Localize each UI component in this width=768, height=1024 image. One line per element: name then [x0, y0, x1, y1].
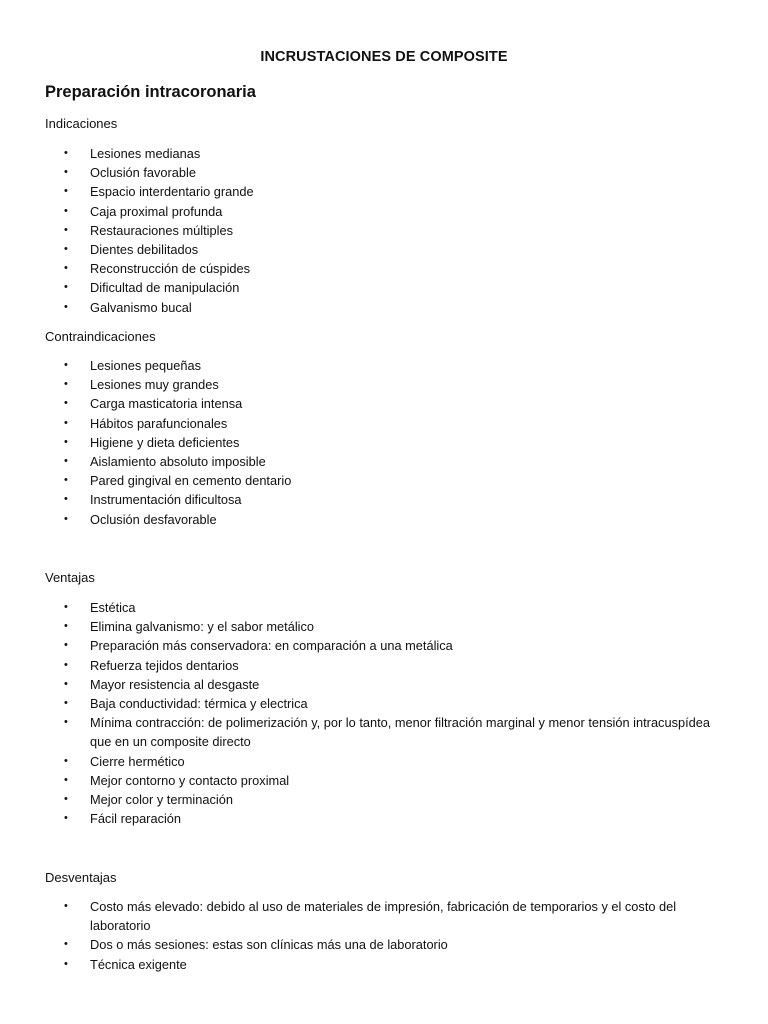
bullet-icon: •: [64, 812, 68, 825]
bullet-icon: •: [64, 185, 68, 198]
bullet-icon: •: [64, 243, 68, 256]
bullet-icon: •: [64, 300, 68, 313]
list-item: [0, 414, 768, 433]
list-item: [0, 163, 768, 182]
list-item: [0, 790, 768, 809]
list-item: [0, 182, 768, 201]
list-indicaciones: [0, 144, 768, 317]
list-item-text: Carga masticatoria intensa: [90, 396, 243, 412]
list-item: [0, 675, 768, 694]
list-item: [0, 278, 768, 297]
list-item-text: Mayor resistencia al desgaste: [90, 676, 260, 692]
bullet-icon: •: [64, 677, 68, 690]
list-item: [0, 809, 768, 828]
section-heading-indicaciones: Indicaciones: [45, 116, 118, 131]
bullet-icon: •: [64, 754, 68, 767]
list-item: [0, 259, 768, 278]
list-item-text: Fácil reparación: [90, 811, 182, 827]
list-item: [0, 394, 768, 413]
list-item: [0, 510, 768, 529]
list-item: [0, 955, 768, 974]
bullet-icon: •: [64, 147, 68, 159]
list-item-text: Caja proximal profunda: [90, 203, 223, 219]
list-item: [0, 636, 768, 655]
list-item-text: Cierre hermético: [90, 753, 185, 769]
section-heading-ventajas: Ventajas: [45, 570, 95, 585]
list-item-text: Dificultad de manipulación: [90, 280, 240, 296]
list-item: [0, 144, 768, 163]
list-item: [0, 202, 768, 221]
list-item-text: Dientes debilitados: [90, 242, 199, 258]
bullet-icon: •: [64, 697, 68, 710]
bullet-icon: •: [64, 620, 68, 633]
list-item: [0, 656, 768, 675]
bullet-icon: •: [64, 455, 68, 468]
list-item: [0, 375, 768, 394]
list-item-text: Oclusión desfavorable: [90, 511, 217, 527]
list-item-text: Higiene y dieta deficientes: [90, 434, 240, 450]
bullet-icon: •: [64, 262, 68, 275]
bullet-icon: •: [64, 359, 68, 371]
bullet-icon: •: [64, 435, 68, 448]
list-item: [0, 694, 768, 713]
bullet-icon: •: [64, 493, 68, 506]
list-item-text: Reconstrucción de cúspides: [90, 261, 251, 277]
bullet-icon: •: [64, 281, 68, 294]
bullet-icon: •: [64, 378, 68, 391]
bullet-icon: •: [64, 658, 68, 671]
list-item-text: Mínima contracción: de polimerización y, por lo tanto, menor filtración marginal y menor tensión intracuspídea que en un composite directo: [90, 715, 710, 750]
list-item-text: Baja conductividad: térmica y electrica: [90, 696, 308, 712]
list-item-text: Hábitos parafuncionales: [90, 415, 228, 431]
list-item-text: Pared gingival en cemento dentario: [90, 473, 292, 489]
bullet-icon: •: [64, 773, 68, 786]
list-item-text: Oclusión favorable: [90, 165, 196, 181]
list-item-text: Dos o más sesiones: estas son clínicas más una de laboratorio: [90, 937, 448, 953]
list-item: [0, 713, 768, 751]
bullet-icon: •: [64, 397, 68, 410]
section-heading-contraindicaciones: Contraindicaciones: [45, 329, 156, 344]
list-ventajas: [0, 598, 768, 828]
list-item: [0, 897, 768, 935]
bullet-icon: •: [64, 474, 68, 487]
bullet-icon: •: [64, 793, 68, 806]
list-item: [0, 298, 768, 317]
bullet-icon: •: [64, 938, 68, 951]
bullet-icon: •: [64, 900, 68, 912]
list-item: [0, 752, 768, 771]
list-item: [0, 471, 768, 490]
list-item-text: Elimina galvanismo: y el sabor metálico: [90, 619, 315, 635]
list-item-text: Lesiones pequeñas: [90, 358, 201, 373]
list-item-text: Espacio interdentario grande: [90, 184, 254, 200]
list-item-text: Galvanismo bucal: [90, 299, 192, 315]
list-contraindicaciones: [0, 356, 768, 529]
list-item-text: Refuerza tejidos dentarios: [90, 657, 239, 673]
document-title: INCRUSTACIONES DE COMPOSITE: [260, 49, 508, 65]
list-item: [0, 356, 768, 375]
section-heading-desventajas: Desventajas: [45, 870, 117, 885]
list-item-text: Aislamiento absoluto imposible: [90, 454, 266, 470]
list-item: [0, 935, 768, 954]
list-item: [0, 771, 768, 790]
bullet-icon: •: [64, 512, 68, 525]
list-item-text: Lesiones muy grandes: [90, 377, 219, 393]
list-item-text: Mejor color y terminación: [90, 792, 233, 808]
list-item: [0, 240, 768, 259]
list-item-text: Instrumentación dificultosa: [90, 492, 242, 508]
list-item: [0, 433, 768, 452]
list-item-text: Estética: [90, 600, 136, 615]
bullet-icon: •: [64, 716, 68, 729]
bullet-icon: •: [64, 601, 68, 613]
list-item: [0, 617, 768, 636]
list-item-text: Lesiones medianas: [90, 146, 201, 161]
list-item: [0, 598, 768, 617]
list-item-text: Técnica exigente: [90, 956, 187, 972]
list-item: [0, 452, 768, 471]
bullet-icon: •: [64, 416, 68, 429]
list-item-text: Preparación más conservadora: en comparación a una metálica: [90, 638, 453, 654]
list-item: [0, 490, 768, 509]
document-subtitle: Preparación intracoronaria: [45, 83, 256, 101]
list-item-text: Restauraciones múltiples: [90, 222, 233, 238]
bullet-icon: •: [64, 204, 68, 217]
list-item-text: Mejor contorno y contacto proximal: [90, 772, 290, 788]
bullet-icon: •: [64, 166, 68, 179]
list-desventajas: [0, 897, 768, 974]
list-item: [0, 221, 768, 240]
bullet-icon: •: [64, 957, 68, 970]
bullet-icon: •: [64, 639, 68, 652]
bullet-icon: •: [64, 223, 68, 236]
list-item-text: Costo más elevado: debido al uso de materiales de impresión, fabricación de temporarios y el costo del laboratorio: [90, 899, 677, 934]
